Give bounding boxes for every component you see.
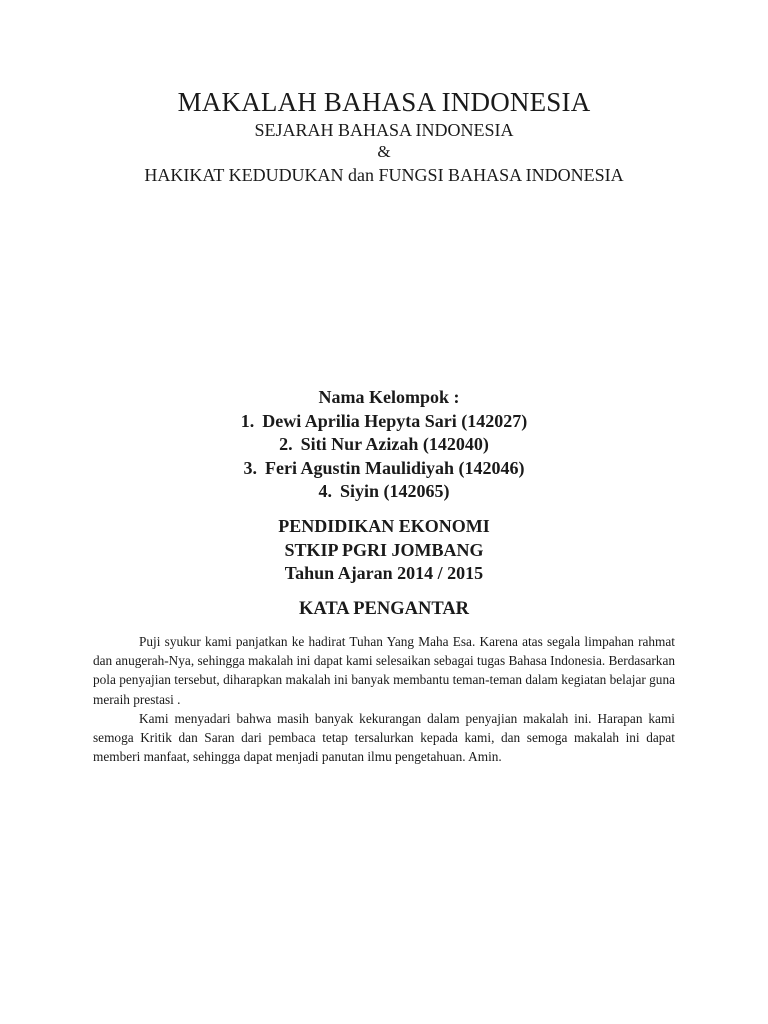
preface-heading: KATA PENGANTAR: [298, 599, 470, 619]
document-title: MAKALAH BAHASA INDONESIA: [177, 87, 591, 117]
member-number: 3.: [243, 457, 257, 478]
academic-year: Tahun Ajaran 2014 / 2015: [284, 563, 484, 583]
group-members-section: [0, 386, 768, 504]
member-name: Siyin (142065): [339, 481, 450, 502]
department-name: PENDIDIKAN EKONOMI: [278, 516, 490, 536]
preface-paragraph: Puji syukur kami panjatkan ke hadirat Tuhan Yang Maha Esa. Karena atas segala limpahan rahmat dan anugerah-Nya, sehingga makalah ini dapat kami selesaikan sebagai tugas Bahasa Indonesia. Berdasarkan pola penyajian tersebut, diharapkan makalah ini banyak membantu teman-teman dalam kegiatan belajar guna meraih prestasi .: [93, 634, 675, 707]
member-number: 4.: [318, 481, 332, 502]
member-name: Dewi Aprilia Hepyta Sari (142027): [262, 410, 528, 431]
document-subtitle: SEJARAH BAHASA INDONESIA: [254, 120, 514, 140]
institution-block: [0, 515, 768, 586]
group-heading: Nama Kelompok :: [318, 387, 460, 407]
member-name: Feri Agustin Maulidiyah (142046): [264, 457, 525, 478]
member-item: [0, 480, 768, 504]
member-number: 1.: [240, 410, 255, 431]
school-name: STKIP PGRI JOMBANG: [284, 539, 484, 560]
member-item: [0, 457, 768, 481]
ampersand: &: [377, 142, 391, 161]
preface-body: [93, 632, 675, 766]
document-subtitle-2: HAKIKAT KEDUDUKAN dan FUNGSI BAHASA INDONESIA: [144, 165, 624, 185]
member-item: [0, 410, 768, 434]
member-item: [0, 433, 768, 457]
member-name: Siti Nur Azizah (142040): [300, 434, 489, 455]
member-list: [0, 410, 768, 504]
preface-paragraph: Kami menyadari bahwa masih banyak kekurangan dalam penyajian makalah ini. Harapan kami semoga Kritik dan Saran dari pembaca tetap tersalurkan kepada kami, dan semoga makalah ini dapat memberi manfaat, sehingga dapat menjadi panutan ilmu pengetahuan. Amin.: [93, 710, 675, 765]
member-number: 2.: [279, 434, 293, 455]
